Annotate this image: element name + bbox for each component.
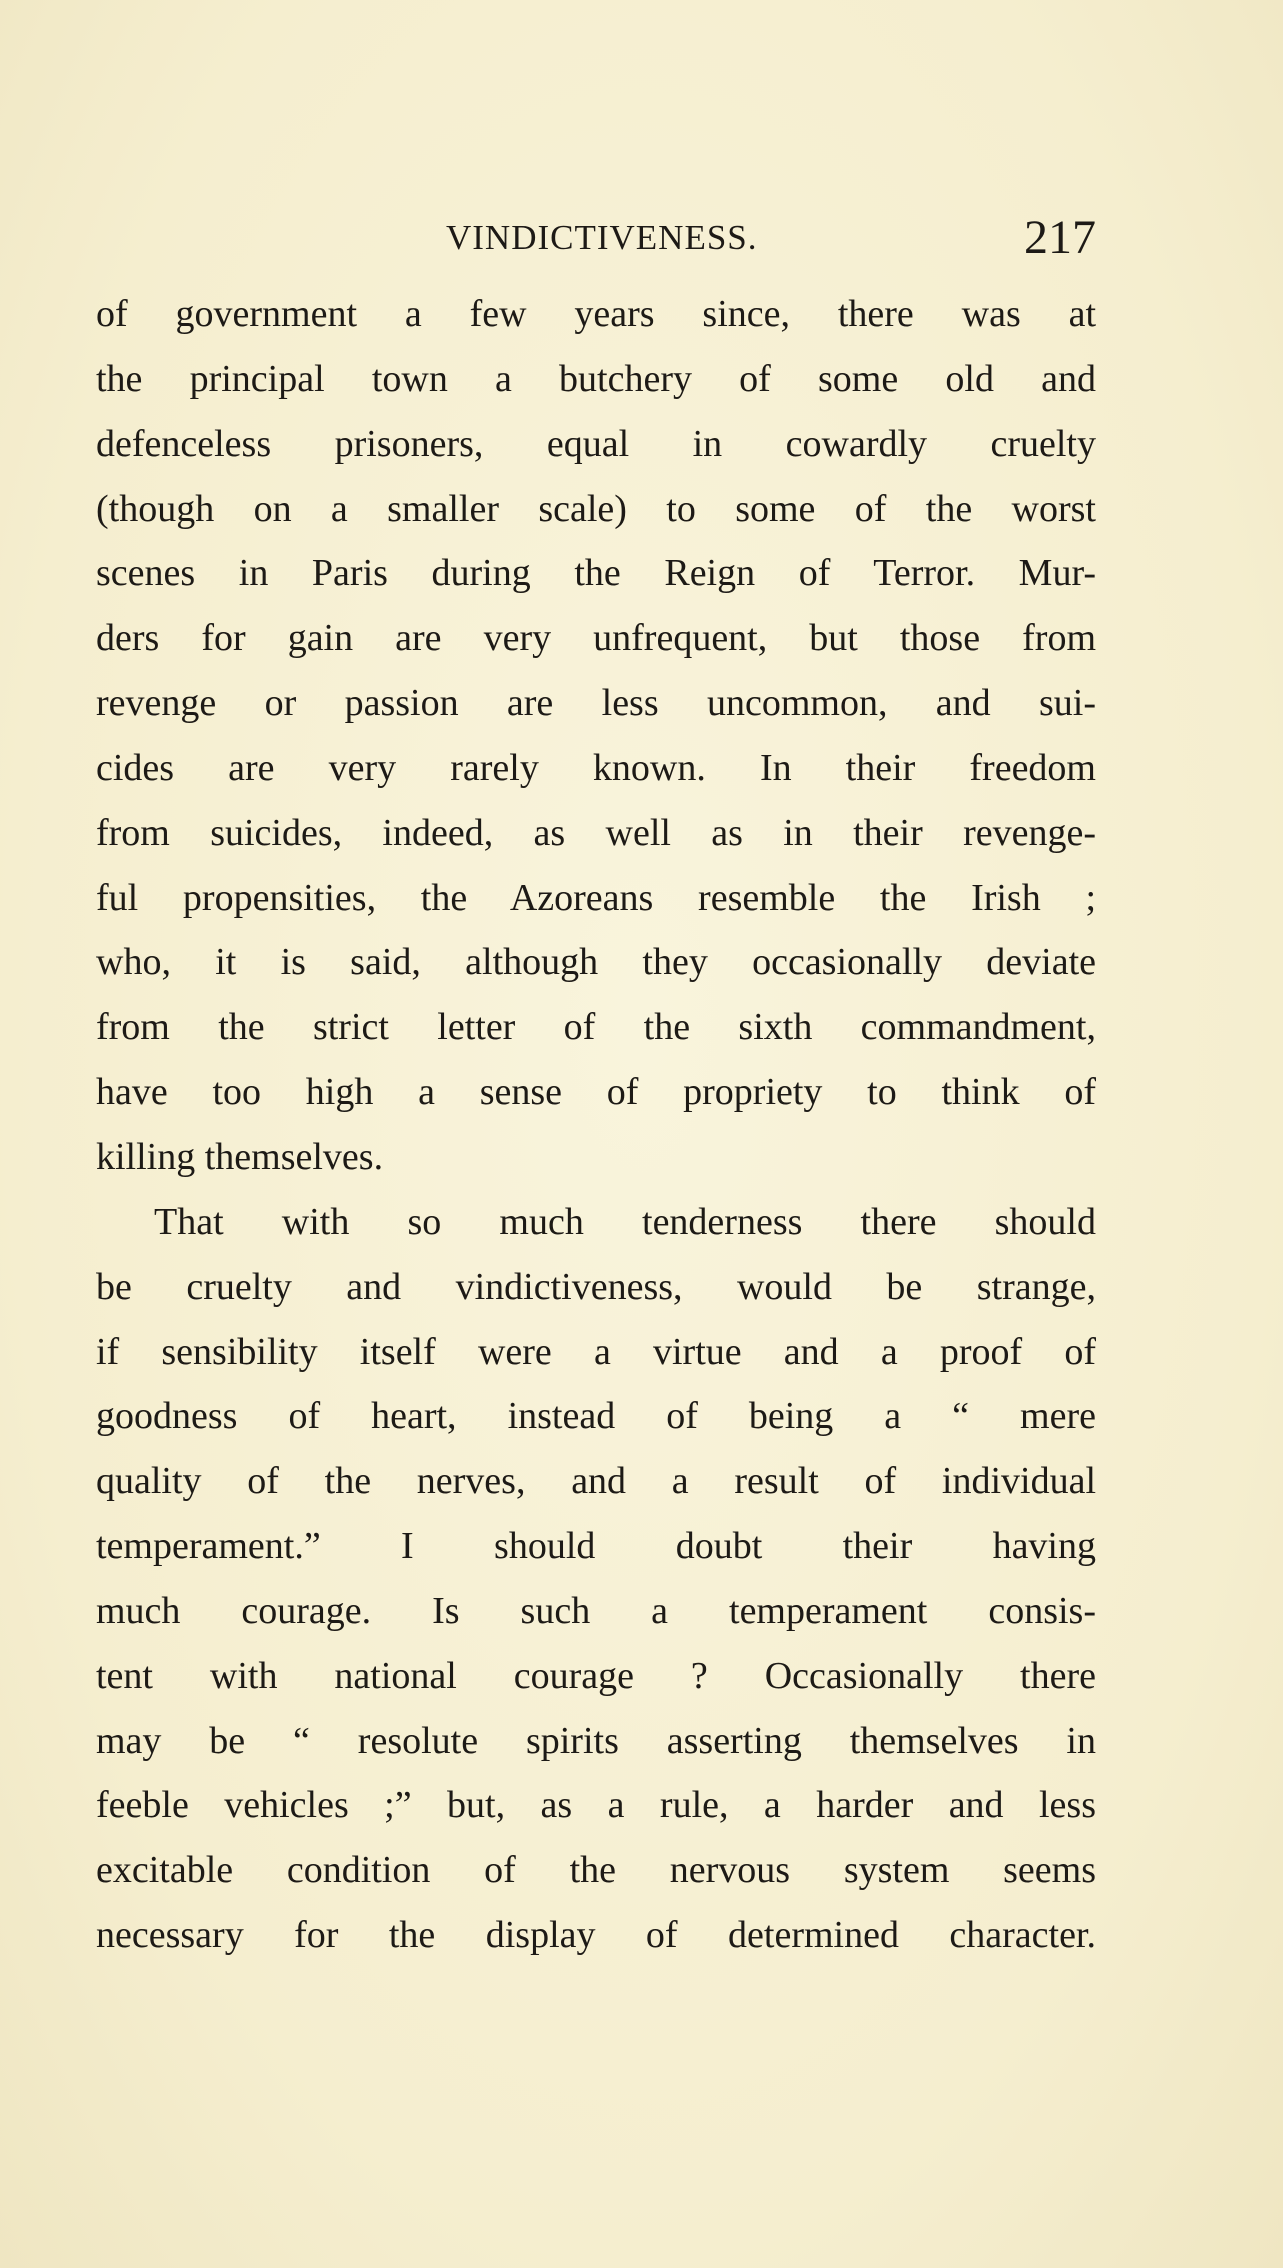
text-line: feeble vehicles ;” but, as a rule, a harder and less <box>96 1784 1096 1827</box>
text-line: from the strict letter of the sixth commandment, <box>96 1006 1096 1049</box>
running-head <box>96 210 1096 270</box>
book-page <box>96 210 1096 1968</box>
text-line: quality of the nerves, and a result of individual <box>96 1460 1096 1503</box>
text-line: cides are very rarely known. In their freedom <box>96 746 1096 789</box>
text-line: temperament.” I should doubt their having <box>96 1525 1096 1568</box>
text-line: of government a few years since, there was at <box>96 293 1096 335</box>
text-line: defenceless prisoners, equal in cowardly cruelty <box>96 422 1096 465</box>
text-line: revenge or passion are less uncommon, and sui- <box>96 682 1096 725</box>
text-line: may be “ resolute spirits asserting themselves in <box>96 1719 1096 1762</box>
running-title: VINDICTIVENESS. <box>446 218 758 257</box>
text-line: who, it is said, although they occasionally deviate <box>96 941 1096 984</box>
text-line: scenes in Paris during the Reign of Terror. Mur- <box>96 552 1096 595</box>
text-line: necessary for the display of determined character. <box>96 1914 1096 1957</box>
text-line: from suicides, indeed, as well as in their revenge- <box>96 811 1096 854</box>
body-text <box>96 282 1096 1968</box>
text-line-paragraph-end: killing themselves. <box>96 1135 384 1178</box>
text-line: have too high a sense of propriety to think of <box>96 1071 1096 1114</box>
text-line: be cruelty and vindictiveness, would be strange, <box>96 1265 1096 1308</box>
text-line: tent with national courage ? Occasionally there <box>96 1654 1096 1697</box>
text-line: excitable condition of the nervous system seems <box>96 1849 1096 1892</box>
text-line: ful propensities, the Azoreans resemble the Irish ; <box>96 876 1096 919</box>
text-line: much courage. Is such a temperament consis- <box>96 1589 1096 1632</box>
text-line: the principal town a butchery of some old and <box>96 357 1096 400</box>
text-line: if sensibility itself were a virtue and a proof of <box>96 1330 1096 1373</box>
text-line: goodness of heart, instead of being a “ mere <box>96 1395 1096 1438</box>
text-line: (though on a smaller scale) to some of the worst <box>96 487 1096 530</box>
text-line: ders for gain are very unfrequent, but those from <box>96 617 1096 660</box>
text-line-paragraph-start: That with so much tenderness there should <box>154 1200 1096 1243</box>
page-number: 217 <box>1024 211 1096 264</box>
